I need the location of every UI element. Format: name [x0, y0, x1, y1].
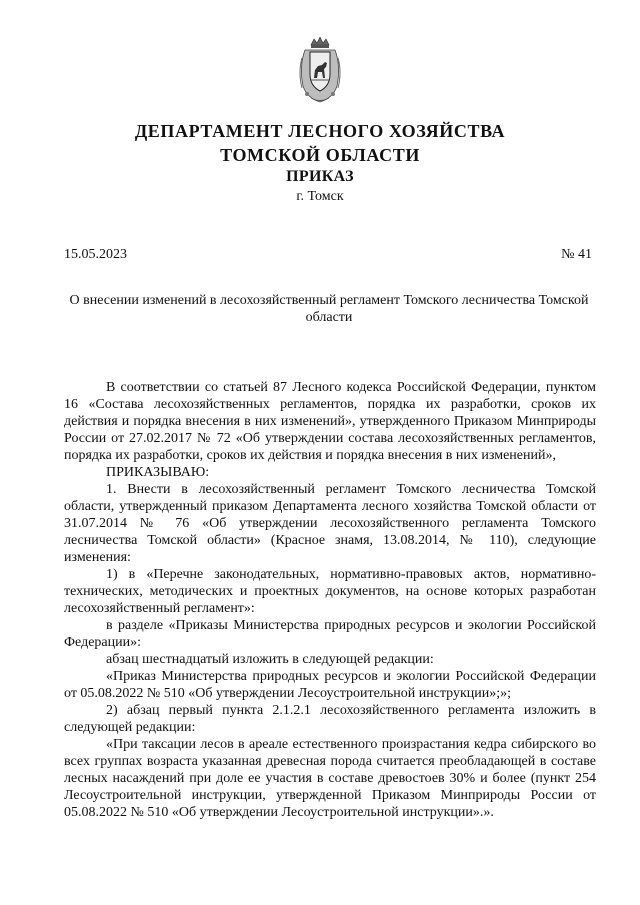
body-paragraph: «Приказ Министерства природных ресурсов и экологии Российской Федерации от 05.08.2022 № 510 «Об утверждении Лесоустроительной инструкции»;»;	[64, 669, 596, 701]
department-title-line1: ДЕПАРТАМЕНТ ЛЕСНОГО ХОЗЯЙСТВА	[134, 121, 506, 141]
body-paragraph: 2) абзац первый пункта 2.1.2.1 лесохозяйственного регламента изложить в следующей редакции:	[64, 703, 596, 735]
order-number: № 41	[561, 247, 592, 262]
body-paragraph: «При таксации лесов в ареале естественного произрастания кедра сибирского во всех группах возраста указанная древесная порода считается преобладающей в составе лесных насаждений при доле ее участия в составе древостоев 30% и более (пункт 254 Лесоустроительной инструкции, утвержденной Приказом Минприроды России от 05.08.2022 № 510 «Об утверждении Лесоустроительной инструкции».».	[64, 737, 596, 820]
order-subject: О внесении изменений в лесохозяйственный регламент Томского лесничества Томской области	[69, 293, 589, 325]
body-paragraph: 1. Внести в лесохозяйственный регламент Томского лесничества Томской области, утвержденный приказом Департамента лесного хозяйства Томской области от 31.07.2014 № 76 «Об утверждении лесохозяйственного регламента Томского лесничества Томской области» (Красное знамя, 13.08.2014, № 110), следующие изменения:	[64, 482, 596, 565]
body-paragraph: 1) в «Перечне законодательных, нормативно-правовых актов, нормативно-технических, методических и проектных документов, на основе которых разработан лесохозяйственный регламент»:	[64, 567, 596, 616]
city: г. Томск	[296, 189, 344, 204]
body-paragraph: абзац шестнадцатый изложить в следующей редакции:	[106, 652, 434, 667]
body-paragraph: В соответствии со статьей 87 Лесного кодекса Российской Федерации, пунктом 16 «Состава лесохозяйственных регламентов, порядка их разработки, сроков их действия и порядка внесения в них изменений», утвержденного Приказом Минприроды России от 27.02.2017 № 72 «Об утверждении состава лесохозяйственных регламентов, порядка их разработки, сроков их действия и порядка внесения в них изменений»,	[64, 380, 596, 463]
tomsk-coat-of-arms-icon	[297, 36, 343, 104]
document-type: ПРИКАЗ	[286, 168, 354, 185]
order-body	[64, 379, 596, 821]
order-date: 15.05.2023	[64, 247, 127, 262]
body-paragraph: в разделе «Приказы Министерства природных ресурсов и экологии Российской Федерации»:	[64, 618, 596, 650]
department-title-line2: ТОМСКОЙ ОБЛАСТИ	[220, 145, 420, 165]
body-paragraph: ПРИКАЗЫВАЮ:	[106, 465, 210, 480]
